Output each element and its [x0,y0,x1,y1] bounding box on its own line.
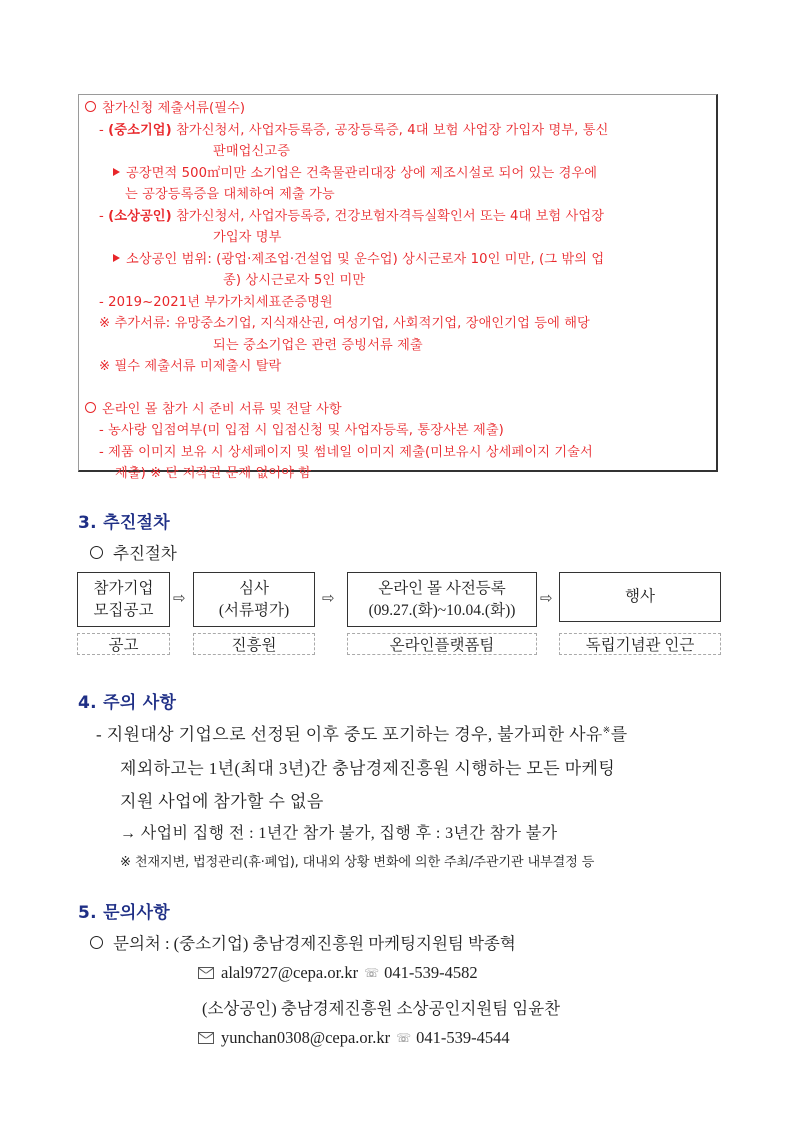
small-biz-label: (소상공인) [108,208,172,224]
flow-step-online-registration: 온라인 몰 사전등록 (09.27.(화)~10.04.(화)) [347,572,537,627]
caution-footnote: ※ 천재지변, 법정관리(휴·폐업), 대내외 상황 변화에 의한 주최/주관기관 내부결정 등 [120,855,595,870]
envelope-icon [198,1032,214,1044]
small-biz-note: 소상공인 범위: (광업·제조업·건설업 및 운수업) 상시근로자 10인 미만, (그 밖의 업 [85,249,716,271]
extra-docs-cont: 되는 중소기업은 관련 증빙서류 제출 [213,337,423,353]
small-biz-docs: - (소상공인) 참가신청서, 사업자등록증, 건강보험자격득실확인서 또는 4대 보험 사업장 [99,208,605,224]
triangle-bullet-icon [113,168,120,176]
contact-small-biz-details [198,1028,510,1048]
missing-docs-warning: ※ 필수 제출서류 미제출시 탈락 [99,359,282,374]
phone-icon: ☏ [364,966,380,980]
flow-owner-agency: 진흥원 [193,633,315,655]
phone-number: 041-539-4582 [384,963,478,982]
circle-bullet-icon [90,936,103,949]
sme-note: 공장면적 500㎡미만 소기업은 건축물관리대장 상에 제조시설로 되어 있는 경우에 [85,163,716,185]
flow-owner-location: 독립기념관 인근 [559,633,721,655]
circle-bullet-icon [90,546,103,559]
sme-docs: - (중소기업) 참가신청서, 사업자등록증, 공장등록증, 4대 보험 사업장 가입자 명부, 통신 [99,122,609,138]
section-3-subtitle: 추진절차 [90,540,177,564]
sme-label: (중소기업) [108,122,172,138]
sme-docs-cont: 판매업신고증 [213,144,291,159]
section-4-title: 4. 주의 사항 [78,693,177,713]
phone-number: 041-539-4544 [416,1028,510,1047]
flow-step-recruit: 참가기업 모집공고 [77,572,170,627]
caution-text-line1: - 지원대상 기업으로 선정된 이후 중도 포기하는 경우, 불가피한 사유※를 [96,725,628,744]
section-required-docs-title: 참가신청 제출서류(필수) [85,98,716,120]
caution-text-line2: 제외하고는 1년(최대 3년)간 충남경제진흥원 시행하는 모든 마케팅 [120,759,616,778]
circle-bullet-icon [85,101,96,112]
flow-arrow-icon: ⇨ [173,589,186,607]
sme-note-cont: 는 공장등록증을 대체하여 제출 가능 [125,187,335,202]
flow-arrow-icon: ⇨ [322,589,335,607]
circle-bullet-icon [85,402,96,413]
contact-sme: 문의처 : (중소기업) 충남경제진흥원 마케팅지원팀 박종혁 [90,930,516,954]
email-link[interactable]: yunchan0308@cepa.or.kr [221,1028,391,1047]
flow-owner-notice: 공고 [77,633,170,655]
contact-sme-details [198,963,478,983]
flow-arrow-icon: ⇨ [540,589,553,607]
contact-small-biz: (소상공인) 충남경제진흥원 소상공인지원팀 임윤찬 [202,999,561,1018]
small-biz-docs-cont: 가입자 명부 [213,230,282,245]
online-item-nongsarang: - 농사랑 입점여부(미 입점 시 입점신청 및 사업자등록, 통장사본 제출) [99,423,504,438]
flow-step-review: 심사 (서류평가) [193,572,315,627]
online-item-images: - 제품 이미지 보유 시 상세페이지 및 썸네일 이미지 제출(미보유시 상세페이지 기술서 [99,444,593,460]
caution-penalty: → 사업비 집행 전 : 1년간 참가 불가, 집행 후 : 3년간 참가 불가 [120,825,558,842]
phone-icon: ☏ [396,1031,412,1045]
section-3-title: 3. 추진절차 [78,513,170,533]
section-online-mall-title: 온라인 몰 참가 시 준비 서류 및 전달 사항 [85,399,716,421]
envelope-icon [198,967,214,979]
email-link[interactable]: alal9727@cepa.or.kr [221,963,359,982]
section-5-title: 5. 문의사항 [78,903,170,923]
caution-text-line3: 지원 사업에 참가할 수 없음 [120,792,324,811]
extra-docs: ※ 추가서류: 유망중소기업, 지식재산권, 여성기업, 사회적기업, 장애인기업 등에 해당 [99,316,590,331]
required-documents-box [78,94,718,481]
flow-step-event: 행사 [559,572,721,622]
vat-certificate: - 2019~2021년 부가가치세표준증명원 [99,294,333,310]
flow-owner-online-platform-team: 온라인플랫폼팀 [347,633,537,655]
online-item-images-cont: 제출) ※ 단 저작권 문제 없어야 함 [115,466,312,481]
small-biz-note-cont: 종) 상시근로자 5인 미만 [223,273,366,288]
triangle-bullet-icon [113,254,120,262]
